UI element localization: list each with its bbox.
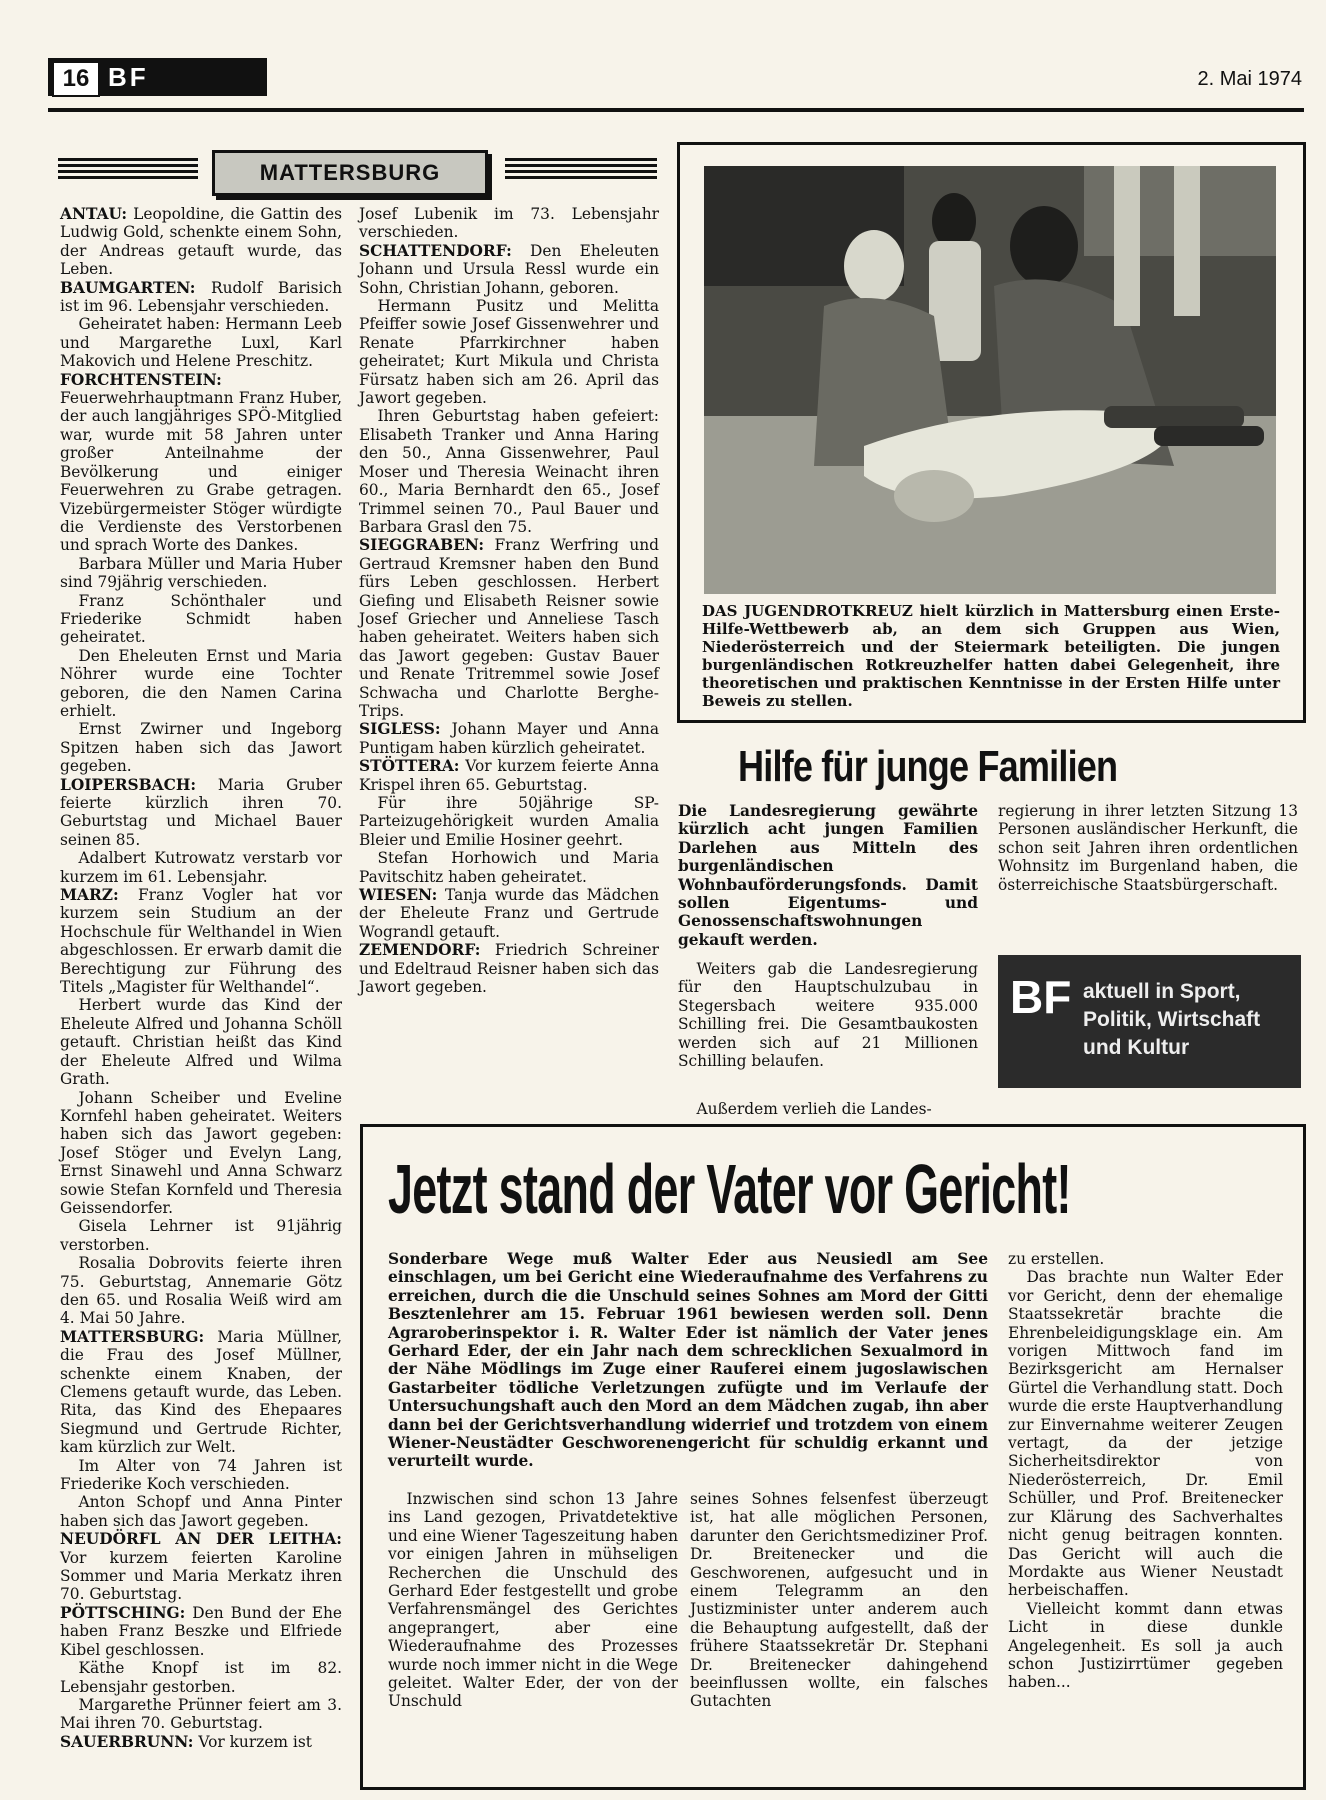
notice-paragraph [359, 941, 659, 996]
place-name: SAUERBRUNN: [60, 1732, 194, 1751]
notice-text: Johann Mayer und Anna Puntigam haben kürzlich geheiratet. [359, 720, 659, 757]
article1-paragraph-3: Außerdem verlieh die Landes- [696, 1100, 932, 1118]
article2-column-3-a: zu erstellen. [1008, 1250, 1105, 1268]
notice-paragraph [60, 1659, 342, 1696]
place-name: PÖTTSCHING: [60, 1603, 186, 1622]
notice-paragraph [60, 1089, 342, 1218]
notice-text: Leopoldine, die Gattin des Ludwig Gold, schenkte einem Sohn, der Andreas getauft wurde, das Leben. [60, 205, 342, 279]
notice-paragraph [60, 1254, 342, 1328]
notice-text: Den Eheleuten Ernst und Maria Nöhrer wurde eine Tochter geboren, die den Namen Carina erhielt. [60, 646, 342, 720]
notices-column-1 [60, 205, 342, 1751]
notice-paragraph [60, 279, 342, 316]
notice-paragraph [359, 205, 659, 242]
place-name: STÖTTERA: [359, 757, 460, 776]
notice-text: Rudolf Barisich ist im 96. Lebensjahr verschieden. [60, 278, 342, 316]
notice-text: Gisela Lehrner ist 91jährig verstorben. [60, 1217, 342, 1254]
notice-text: Tanja wurde das Mädchen der Eheleute Franz und Gertrude Wograndl getauft. [359, 886, 659, 941]
notice-text: Für ihre 50jährige SP-Parteizugehörigkeit wurden Amalia Bleier und Emilie Hosiner geehrt. [359, 794, 659, 849]
section-stripes-left [58, 158, 198, 180]
place-name: SIEGGRABEN: [359, 536, 485, 555]
header-rule [48, 108, 1304, 112]
notice-text: Barbara Müller und Maria Huber sind 79jährig verschieden. [60, 554, 342, 592]
notice-text: Vor kurzem feierte Anna Krispel ihren 65. Geburtstag. [359, 757, 659, 794]
notice-paragraph [359, 536, 659, 720]
notice-text: Feuerwehrhauptmann Franz Huber, der auch langjähriges SPÖ-Mitglied war, wurde mit 58 Jahren unter großer Anteilnahme der Bevölkerung und einiger Feuerwehren zu Grabe getragen. Vizebürgermeister Stöger würdigte die Verdienste des Verstorbenen und sprach Worte des Dankes. [60, 389, 342, 555]
notice-paragraph [60, 1217, 342, 1254]
paper-name: BF [108, 62, 149, 92]
article1-paragraph-2: Weiters gab die Landesregierung für den Hauptschulzubau in Stegersbach weitere 935.000 Schilling frei. Die Gesamtbaukosten werden sich auf 21 Millionen Schilling belaufen. [678, 960, 978, 1071]
notice-text: Den Eheleuten Johann und Ursula Ressl wurde ein Sohn, Christian Johann, geboren. [359, 241, 659, 297]
article2-column-3-b: Das brachte nun Walter Eder vor Gericht, denn der ehemalige Staatssekretär brachte die Ehrenbeleidigungsklage ein. Am vorigen Mittwoch fand im Bezirksgericht am Hernalser Gürtel die Verhandlung statt. Doch wurde die erste Hauptverhandlung zur Einvernahme weiterer Zeugen vertagt, da der jetzige Sicherheitsdirektor von Niederösterreich, Dr. Emil Schüller, und Prof. Breitenecker zur Klärung des Sachverhaltes nicht genug beitragen konnten. Das Gericht will auch die Mordakte aus Wiener Neustadt herbeischaffen. [1008, 1268, 1283, 1600]
notice-paragraph [359, 849, 659, 886]
caption-text: hielt kürzlich in Mattersburg einen Erste-Hilfe-Wettbewerb ab, an dem sich Gruppen aus Wien, Niederösterreich und der Steiermark beteiligten. Die jungen burgenländischen Rotkreuzhelfer hatten dabei Gelegenheit, ihre theoretischen und praktischen Kenntnisse in der Ersten Hilfe unter Beweis zu stellen. [702, 602, 1280, 710]
place-name: ANTAU: [60, 205, 128, 223]
notice-paragraph [359, 297, 659, 407]
notice-paragraph [60, 1530, 342, 1604]
article2-lead: Sonderbare Wege muß Walter Eder aus Neusiedl am See einschlagen, um bei Gericht eine Wiederaufnahme des Verfahrens zu erreichen, durch die die Unschuld seines Sohnes am Mord der Gitti Besztenlehrer am 15. Februar 1961 bewiesen werden soll. Denn Agraroberinspektor i. R. Walter Eder ist nämlich der Vater jenes Gerhard Eder, der ein Jahr nach dem schrecklichen Sexualmord in der Nähe Mödlings im Zuge einer Rauferei einem jugoslawischen Gastarbeiter tödliche Verletzungen zufügte und im Verlaufe der Untersuchungshaft auch den Mord an dem Mädchen zugab, ihn aber dann bei der Gerichtsverhandlung widerrief und trotzdem von einem Wiener-Neustädter Geschworenengericht für schuldig erkannt und verurteilt wurde. [388, 1250, 988, 1471]
notice-paragraph [60, 849, 342, 886]
article1-paragraph-4: regierung in ihrer letzten Sitzung 13 Personen ausländischer Herkunft, die schon seit Jahren ihren ordentlichen Wohnsitz im Burgenland haben, die österreichische Staatsbürgerschaft. [998, 802, 1298, 894]
notice-paragraph [60, 647, 342, 721]
page-number: 16 [52, 61, 100, 97]
place-name: MARZ: [60, 886, 119, 905]
issue-date: 2. Mai 1974 [1197, 68, 1302, 90]
article2-column-2: seines Sohnes felsenfest überzeugt ist, hat alle möglichen Personen, darunter den Gerichtsmediziner Prof. Dr. Breitenecker und die Geschworenen, aufgesucht und in einem Telegramm an den Justizminister unter anderem auch die Behauptung aufgestellt, daß der frühere Staatssekretär Dr. Stephani Dr. Breitenecker dahingehend beeinflussen wollte, ein falsches Gutachten [690, 1490, 988, 1711]
notice-text: Anton Schopf und Anna Pinter haben sich das Jawort gegeben. [60, 1493, 342, 1530]
notice-paragraph [60, 1696, 342, 1733]
notice-paragraph [60, 205, 342, 279]
photo-caption [702, 602, 1280, 710]
notice-paragraph [359, 794, 659, 849]
notice-text: Maria Gruber feierte kürzlich ihren 70. Geburtstag und Michael Bauer seinen 85. [60, 775, 342, 849]
notice-text: Hermann Pusitz und Melitta Pfeiffer sowie Josef Gissenwehrer und Renate Pfarrkirchner haben geheiratet; Kurt Mikula und Christa Fürsatz haben sich am 26. April das Jawort gegeben. [359, 297, 659, 408]
notice-text: Käthe Knopf ist im 82. Lebensjahr gestorben. [60, 1659, 342, 1696]
notice-text: Rosalia Dobrovits feierte ihren 75. Geburtstag, Annemarie Götz den 65. und Rosalia Weiß wird am 4. Mai 50 Jahre. [60, 1254, 342, 1328]
article2-column-1: Inzwischen sind schon 13 Jahre ins Land gezogen, Privatdetektive und eine Wiener Tageszeitung haben vor einigen Jahren in mühseligen Recherchen die Unschuld des Gerhard Eder festgestellt und grobe Verfahrensmängel des Gerichtes angeprangert, aber eine Wiederaufnahme des Prozesses wurde noch immer nicht in die Wege geleitet. Walter Eder, der von der Unschuld [388, 1490, 678, 1711]
notice-paragraph [60, 720, 342, 775]
section-title: MATTERSBURG [212, 150, 488, 196]
article2-column-3 [1008, 1250, 1283, 1692]
place-name: SCHATTENDORF: [359, 241, 512, 260]
place-name: ZEMENDORF: [359, 941, 481, 960]
notice-paragraph [359, 757, 659, 794]
place-name: WIESEN: [359, 886, 438, 905]
notice-text: Johann Scheiber und Eveline Kornfehl haben geheiratet. Weiters haben sich das Jawort gegeben: Josef Stöger und Evelyn Lang, Ernst Sinawehl und Anna Schwarz sowie Stefan Kornfeld und Theresia Geissendorfer. [60, 1088, 342, 1217]
notice-text: Franz Schönthaler und Friederike Schmidt haben geheiratet. [60, 591, 342, 647]
article1-headline: Hilfe für junge Familien [738, 742, 1118, 791]
notice-text: Friedrich Schreiner und Edeltraud Reisner haben sich das Jawort gegeben. [359, 941, 659, 997]
article1-lead: Die Landesregierung gewährte kürzlich acht jungen Familien Darlehen aus Mitteln des burgenländischen Wohnbauförderungsfonds. Damit sollen Eigentums- und Genossenschaftswohnungen gekauft werden. [678, 802, 978, 949]
notice-paragraph [60, 1493, 342, 1530]
notice-text: Franz Werfring und Gertraud Kremsner haben den Bund fürs Leben geschlossen. Herbert Giefing und Elisabeth Reisner sowie Josef Griecher und Anneliese Tasch haben geheiratet. Weiters haben sich das Jawort gegeben: Gustav Bauer und Renate Tritremmel sowie Josef Schwacha und Charlotte Berghe-Trips. [359, 536, 659, 720]
article2-headline: Jetzt stand der Vater vor Gericht! [388, 1150, 1071, 1228]
place-name: SIGLESS: [359, 720, 441, 739]
notice-text: Adalbert Kutrowatz verstarb vor kurzem im 61. Lebensjahr. [60, 849, 342, 886]
notice-paragraph [359, 242, 659, 297]
notice-paragraph [60, 371, 342, 555]
place-name: FORCHTENSTEIN: [60, 370, 222, 389]
notice-text: Im Alter von 74 Jahren ist Friederike Koch verschieden. [60, 1456, 342, 1494]
notice-paragraph [60, 1733, 342, 1751]
notice-text: Ernst Zwirner und Ingeborg Spitzen haben sich das Jawort gegeben. [60, 720, 342, 776]
notice-paragraph [60, 996, 342, 1088]
notices-column-2 [359, 205, 659, 996]
section-stripes-right [505, 158, 657, 180]
place-name: LOIPERSBACH: [60, 775, 197, 794]
notice-text: Herbert wurde das Kind der Eheleute Alfred und Johanna Schöll getauft. Christian heißt das Kind der Eheleute Alfred und Wilma Grath. [60, 996, 342, 1089]
promo-logo: BF [1010, 971, 1072, 1023]
notice-text: Josef Lubenik im 73. Lebensjahr verschieden. [359, 205, 659, 242]
notice-text: Vor kurzem ist [193, 1732, 312, 1751]
notice-text: Maria Müllner, die Frau des Josef Müllner, schenkte einem Knaben, der Clemens getauft wurde, das Leben. Rita, das Kind des Ehepaares Siegmund und Gertrude Richter, kam kürzlich zur Welt. [60, 1327, 342, 1457]
place-name: NEUDÖRFL AN DER LEITHA: [60, 1530, 342, 1549]
caption-lead: DAS JUGENDROTKREUZ [702, 602, 913, 620]
notice-paragraph [60, 1328, 342, 1457]
notice-paragraph [60, 315, 342, 370]
notice-paragraph [359, 407, 659, 536]
notice-text: Franz Vogler hat vor kurzem sein Studium an der Hochschule für Welthandel in Wien abgeschlossen. Er erwarb damit die Berechtigung zur Führung des Titels „Magister für Welthandel“. [60, 886, 342, 997]
notice-paragraph [359, 886, 659, 941]
notice-paragraph [359, 720, 659, 757]
notice-text: Ihren Geburtstag haben gefeiert: Elisabeth Tranker und Anna Haring den 50., Anna Gissenwehrer, Paul Moser und Theresia Weinacht ihren 60., Maria Bernhardt den 65., Josef Trimmel seinen 70., Paul Bauer und Barbara Grasl den 75. [359, 407, 659, 536]
notice-paragraph [60, 776, 342, 850]
place-name: MATTERSBURG: [60, 1327, 205, 1346]
notice-text: Vor kurzem feierten Karoline Sommer und Maria Merkatz ihren 70. Geburtstag. [60, 1548, 342, 1604]
notice-paragraph [60, 886, 342, 996]
article2-column-3-c: Vielleicht kommt dann etwas Licht in diese dunkle Angelegenheit. Es soll ja auch schon Justizirrtümer gegeben haben... [1008, 1599, 1283, 1692]
first-aid-photo [704, 166, 1276, 594]
notice-text: Geheiratet haben: Hermann Leeb und Margarethe Luxl, Karl Makovich und Helene Preschitz. [60, 315, 342, 371]
notice-text: Den Bund der Ehe haben Franz Beszke und Elfriede Kibel geschlossen. [60, 1603, 342, 1659]
notice-text: Margarethe Prünner feiert am 3. Mai ihren 70. Geburtstag. [60, 1695, 342, 1733]
notice-text: Stefan Horhowich und Maria Pavitschitz haben geheiratet. [359, 849, 659, 886]
place-name: BAUMGARTEN: [60, 278, 196, 297]
notice-paragraph [60, 592, 342, 647]
notice-paragraph [60, 1457, 342, 1494]
promo-text: aktuell in Sport, Politik, Wirtschaft und Kultur [1083, 980, 1261, 1059]
notice-paragraph [60, 555, 342, 592]
notice-paragraph [60, 1604, 342, 1659]
